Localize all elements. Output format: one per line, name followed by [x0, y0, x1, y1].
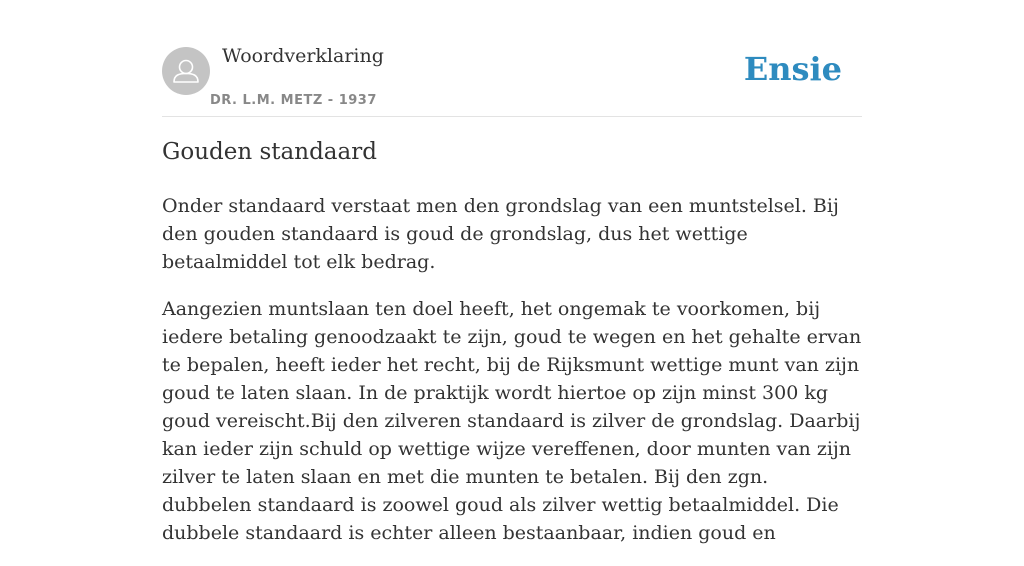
definition-paragraph: Onder standaard verstaat men den grondslag van een muntstelsel. Bij den gouden standaard is goud de grondslag, dus het wettige betaalmiddel tot elk bedrag. [162, 195, 839, 273]
entry-term: Gouden standaard [162, 139, 377, 165]
main-content [162, 0, 862, 544]
definition-paragraph: Aangezien muntslaan ten doel heeft, het ongemak te voorkomen, bij iedere betaling genoodzaakt te zijn, goud te wegen en het gehalte ervan te bepalen, heeft ieder het recht, bij de Rijksmunt wettige munt van zijn goud te laten slaan. In de praktijk wordt hiertoe op zijn minst 300 kg goud vereischt.Bij den zilveren standaard is zilver de grondslag. Daarbij kan ieder zijn schuld op wettige wijze vereffenen, door munten van zijn zilver te laten slaan en met die munten te betalen. Bij den zgn. dubbelen standaard is zoowel goud als zilver wettig betaalmiddel. Die dubbele standaard is echter alleen bestaanbaar, indien goud en [162, 298, 862, 544]
entry-definition [162, 192, 862, 566]
avatar [162, 47, 210, 95]
source-title[interactable]: Woordverklaring [222, 45, 384, 67]
brand-logo[interactable]: Ensie [743, 50, 842, 88]
source-author-year: DR. L.M. METZ - 1937 [210, 93, 377, 108]
entry-header [162, 0, 862, 117]
user-silhouette-icon [162, 47, 210, 95]
